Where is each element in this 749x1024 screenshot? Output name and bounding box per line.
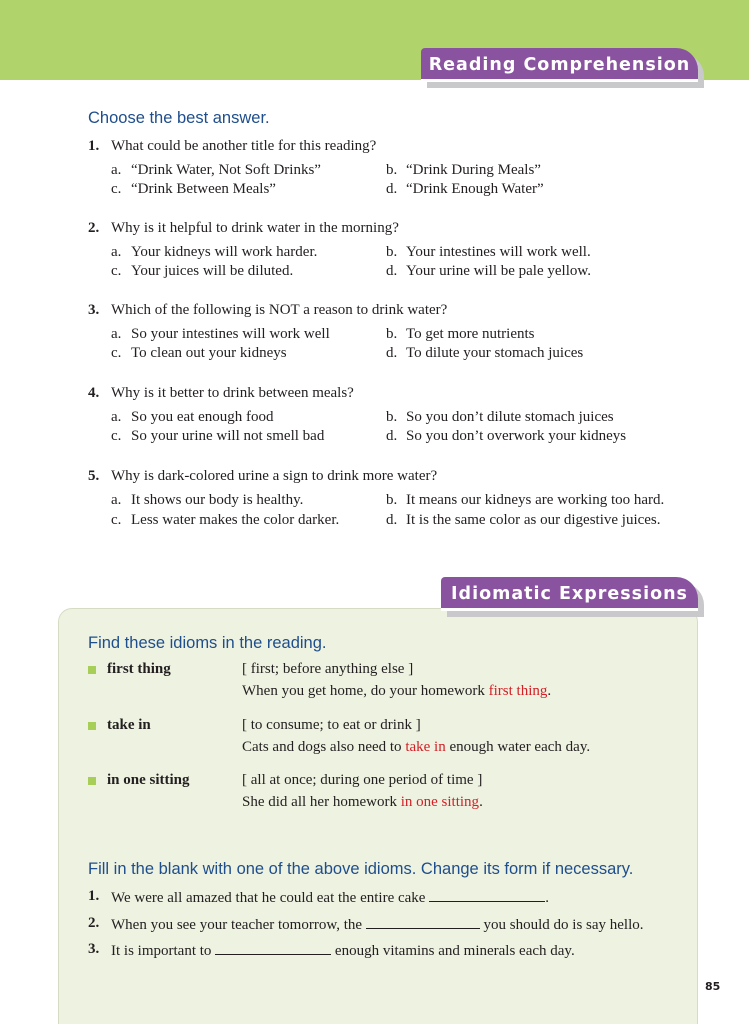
item-number: 1. — [88, 888, 100, 904]
option-c: c. Less water makes the color darker. — [111, 512, 340, 528]
item-text: It is important to enough vitamins and minerals each day. — [111, 943, 575, 959]
idiom-definition: [ to consume; to eat or drink ] — [242, 717, 421, 733]
idiom-highlight: first thing — [488, 683, 548, 699]
option-d: d. So you don’t overwork your kidneys — [386, 428, 627, 444]
option-a: a. It shows our body is healthy. — [111, 492, 304, 508]
option-c: c. Your juices will be diluted. — [111, 263, 294, 279]
item-text: When you see your teacher tomorrow, the you should do is say hello. — [111, 917, 644, 933]
question-number: 1. — [88, 138, 100, 154]
green-square-bullet-icon — [88, 666, 96, 674]
answer-blank[interactable] — [366, 915, 480, 929]
idiom-highlight: in one sitting — [400, 794, 480, 810]
question-5 — [88, 468, 708, 528]
option-c: c. To clean out your kidneys — [111, 345, 287, 361]
item-number: 3. — [88, 941, 100, 957]
choose-best-answer-heading: Choose the best answer. — [88, 109, 270, 127]
green-square-bullet-icon — [88, 722, 96, 730]
option-b: b. It means our kidneys are working too hard. — [386, 492, 665, 508]
idiom-term: in one sitting — [107, 772, 190, 788]
answer-blank[interactable] — [429, 888, 545, 902]
question-text: Why is it helpful to drink water in the morning? — [111, 220, 399, 236]
option-a: a. So your intestines will work well — [111, 326, 330, 342]
question-1 — [88, 138, 708, 197]
question-4 — [88, 385, 708, 444]
question-2 — [88, 220, 708, 279]
reading-comprehension-tab — [421, 48, 698, 82]
option-a: a. Your kidneys will work harder. — [111, 244, 318, 260]
question-text: What could be another title for this reading? — [111, 138, 377, 154]
idiomatic-expressions-tab — [441, 577, 698, 611]
option-a: a. “Drink Water, Not Soft Drinks” — [111, 162, 321, 178]
option-a: a. So you eat enough food — [111, 409, 274, 425]
question-number: 5. — [88, 468, 100, 484]
green-square-bullet-icon — [88, 777, 96, 785]
option-c: c. So your urine will not smell bad — [111, 428, 325, 444]
option-b: b. Your intestines will work well. — [386, 244, 591, 260]
answer-blank[interactable] — [215, 941, 331, 955]
option-d: d. “Drink Enough Water” — [386, 181, 544, 197]
option-b: b. To get more nutrients — [386, 326, 535, 342]
question-number: 4. — [88, 385, 100, 401]
option-c: c. “Drink Between Meals” — [111, 181, 276, 197]
question-number: 2. — [88, 220, 100, 236]
item-text: We were all amazed that he could eat the entire cake . — [111, 890, 549, 906]
section-title: Reading Comprehension — [428, 55, 691, 75]
idiom-highlight: take in — [405, 739, 446, 755]
idiom-definition: [ first; before anything else ] — [242, 661, 414, 677]
question-3 — [88, 302, 708, 361]
idiom-definition: [ all at once; during one period of time ] — [242, 772, 483, 788]
option-d: d. To dilute your stomach juices — [386, 345, 584, 361]
section-title: Idiomatic Expressions — [451, 584, 688, 604]
question-text: Which of the following is NOT a reason to drink water? — [111, 302, 448, 318]
option-d: d. Your urine will be pale yellow. — [386, 263, 591, 279]
idiom-example: Cats and dogs also need to take in enough water each day. — [242, 739, 591, 755]
option-b: b. So you don’t dilute stomach juices — [386, 409, 614, 425]
question-number: 3. — [88, 302, 100, 318]
idiom-term: first thing — [107, 661, 171, 677]
option-d: d. It is the same color as our digestive juices. — [386, 512, 661, 528]
find-idioms-heading: Find these idioms in the reading. — [88, 634, 327, 652]
idiom-example: She did all her homework in one sitting. — [242, 794, 483, 810]
page-number: 85 — [705, 980, 721, 993]
item-number: 2. — [88, 915, 100, 931]
option-b: b. “Drink During Meals” — [386, 162, 541, 178]
idiom-term: take in — [107, 717, 151, 733]
question-text: Why is it better to drink between meals? — [111, 385, 354, 401]
idiom-example: When you get home, do your homework first thing. — [242, 683, 552, 699]
fill-in-blank-heading: Fill in the blank with one of the above idioms. Change its form if necessary. — [88, 860, 634, 878]
question-text: Why is dark-colored urine a sign to drink more water? — [111, 468, 438, 484]
